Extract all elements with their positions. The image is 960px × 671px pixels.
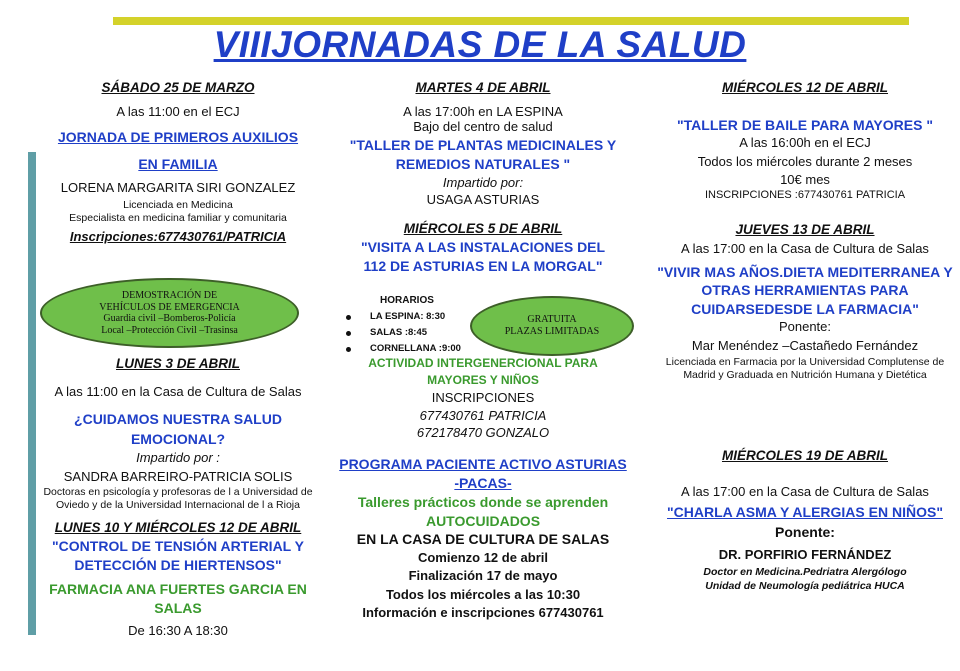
thursday-heading: JUEVES 13 DE ABRIL (735, 222, 875, 238)
tuesday-place: Bajo del centro de salud (413, 119, 553, 135)
column-left (40, 80, 316, 245)
monday-10-event-line-1: "CONTROL DE TENSIÓN ARTERIAL Y (52, 537, 304, 554)
wednesday-19-credential-2: Unidad de Neumología pediátrica HUCA (705, 579, 905, 592)
schedule-item: LA ESPINA: 8:30 (340, 309, 461, 325)
saturday-inscriptions: Inscripciones:677430761/PATRICIA (69, 229, 287, 245)
tuesday-organizer: USAGA ASTURIAS (426, 191, 540, 207)
thursday-event-line-1: "VIVIR MAS AÑOS.DIETA MEDITERRANEA Y (657, 263, 953, 280)
saturday-speaker: LORENA MARGARITA SIRI GONZALEZ (60, 180, 296, 196)
wednesday-12-price: 10€ mes (780, 172, 830, 188)
program-frequency: Todos los miércoles a las 10:30 (385, 586, 581, 602)
wednesday-5-event-line-1: "VISITA A LAS INSTALACIONES DEL (360, 239, 606, 256)
wednesday-19-time: A las 17:00 en la Casa de Cultura de Salas (681, 483, 929, 499)
monday-3-imparted-by: Impartido por : (136, 450, 220, 466)
wednesday-12-event: "TALLER DE BAILE PARA MAYORES " (677, 116, 933, 133)
schedule-label: HORARIOS (380, 295, 434, 306)
schedule-list (340, 292, 461, 357)
limited-label: PLAZAS LIMITADAS (504, 326, 600, 337)
monday-10-place-line-1: FARMACIA ANA FUERTES GARCIA EN (49, 580, 307, 597)
monday-10-time: De 16:30 A 18:30 (128, 622, 228, 638)
tuesday-event-line-2: REMEDIOS NATURALES " (395, 156, 571, 173)
saturday-time: A las 11:00 en el ECJ (116, 103, 240, 119)
monday-3-speakers: SANDRA BARREIRO-PATRICIA SOLIS (63, 468, 293, 484)
inscriptions-phone-2: 672178470 GONZALO (416, 424, 550, 440)
program-venue: EN LA CASA DE CULTURA DE SALAS (356, 531, 610, 548)
bullet-icon (346, 315, 351, 320)
column-left-lower (40, 356, 316, 638)
schedule-item: CORNELLANA :9:00 (340, 341, 461, 357)
program-line-1: PROGRAMA PACIENTE ACTIVO ASTURIAS (339, 456, 627, 473)
intergenerational-line-1: ACTIVIDAD INTERGENERCIONAL PARA (368, 356, 598, 370)
demo-vehicles-badge (40, 278, 299, 348)
intergenerational-line-2: MAYORES Y NIÑOS (427, 373, 539, 388)
thursday-time: A las 17:00 en la Casa de Cultura de Salas (681, 241, 929, 257)
bullet-icon (346, 331, 351, 336)
inscriptions-phone-1: 677430761 PATRICIA (419, 407, 547, 423)
saturday-credential-2: Especialista en medicina familiar y comunitaria (69, 211, 287, 224)
wednesday-19-speaker-label: Ponente: (775, 523, 835, 540)
wednesday-5-event-line-2: 112 DE ASTURIAS EN LA MORGAL" (363, 257, 603, 274)
demo-line-1: DEMOSTRACIÓN DE (121, 290, 218, 301)
thursday-event-line-2: OTRAS HERRAMIENTAS PARA (701, 282, 909, 299)
saturday-heading: SÁBADO 25 DE MARZO (101, 80, 255, 95)
monday-3-event-line-2: EMOCIONAL? (130, 430, 226, 447)
wednesday-12-heading: MIÉRCOLES 12 DE ABRIL (721, 80, 889, 95)
program-end: Finalización 17 de mayo (408, 568, 558, 584)
program-start: Comienzo 12 de abril (417, 549, 549, 565)
demo-line-4: Local –Protección Civil –Trasinsa (101, 324, 238, 336)
thursday-credential-1: Licenciada en Farmacia por la Universidad Complutense de (665, 355, 945, 368)
monday-10-heading: LUNES 10 Y MIÉRCOLES 12 DE ABRIL (54, 519, 302, 535)
monday-10-place-line-2: SALAS (154, 600, 202, 617)
page-title: VIIIJORNADAS DE LA SALUD (213, 24, 747, 65)
thursday-event-line-3: CUIDARSEDESDE LA FARMACIA" (691, 300, 919, 317)
free-label: GRATUITA (527, 314, 577, 325)
column-center (338, 80, 628, 274)
thursday-credential-2: Madrid y Graduada en Nutrición Humana y Dietética (683, 369, 927, 382)
column-right-lower (650, 448, 960, 592)
wednesday-5-heading: MIÉRCOLES 5 DE ABRIL (403, 221, 563, 237)
tuesday-imparted-by: Impartido por: (442, 174, 524, 190)
monday-3-credential-1: Doctoras en psicología y profesoras de l a Universidad de (43, 485, 313, 498)
side-accent-bar (28, 152, 36, 635)
tuesday-time: A las 17:00h en LA ESPINA (403, 103, 563, 119)
program-info: Información e inscripciones 677430761 (362, 604, 604, 620)
column-center-lower (338, 356, 628, 620)
saturday-event-line-2: EN FAMILIA (138, 155, 218, 172)
wednesday-12-frequency: Todos los miércoles durante 2 meses (697, 153, 913, 169)
wednesday-19-heading: MIÉRCOLES 19 DE ABRIL (721, 448, 889, 463)
workshops-line-2: AUTOCUIDADOS (425, 512, 541, 529)
wednesday-12-inscriptions: INSCRIPCIONES :677430761 PATRICIA (704, 189, 906, 202)
program-line-2: -PACAS- (454, 474, 512, 491)
wednesday-12-time: A las 16:00h en el ECJ (739, 135, 871, 151)
monday-3-time: A las 11:00 en la Casa de Cultura de Salas (54, 383, 302, 399)
wednesday-19-speaker: DR. PORFIRIO FERNÁNDEZ (718, 547, 892, 563)
monday-3-event-line-1: ¿CUIDAMOS NUESTRA SALUD (74, 411, 282, 428)
tuesday-heading: MARTES 4 DE ABRIL (415, 80, 551, 95)
monday-10-event-line-2: DETECCIÓN DE HIERTENSOS" (74, 557, 282, 574)
tuesday-event-line-1: "TALLER DE PLANTAS MEDICINALES Y (349, 136, 617, 153)
thursday-speaker-label: Ponente: (778, 319, 832, 335)
wednesday-19-event: "CHARLA ASMA Y ALERGIAS EN NIÑOS" (667, 504, 943, 521)
thursday-speaker: Mar Menéndez –Castañedo Fernández (691, 337, 919, 353)
inscriptions-label: INSCRIPCIONES (431, 390, 535, 406)
workshops-line-1: Talleres prácticos donde se aprenden (357, 494, 609, 511)
demo-line-2: VEHÍCULOS DE EMERGENCIA (99, 301, 240, 313)
saturday-credential-1: Licenciada en Medicina (123, 198, 233, 211)
bullet-icon (346, 347, 351, 352)
column-right (650, 80, 960, 382)
saturday-event-line-1: JORNADA DE PRIMEROS AUXILIOS (57, 129, 299, 146)
wednesday-19-credential-1: Doctor en Medicina.Pedriatra Alergólogo (703, 565, 907, 578)
schedule-item: SALAS :8:45 (340, 325, 461, 341)
monday-3-heading: LUNES 3 DE ABRIL (115, 356, 240, 371)
demo-line-3: Guardia civil –Bomberos-Policía (103, 313, 236, 324)
monday-3-credential-2: Oviedo y de la Universidad Internacional de l a Rioja (56, 499, 300, 512)
free-limited-badge (470, 296, 634, 356)
